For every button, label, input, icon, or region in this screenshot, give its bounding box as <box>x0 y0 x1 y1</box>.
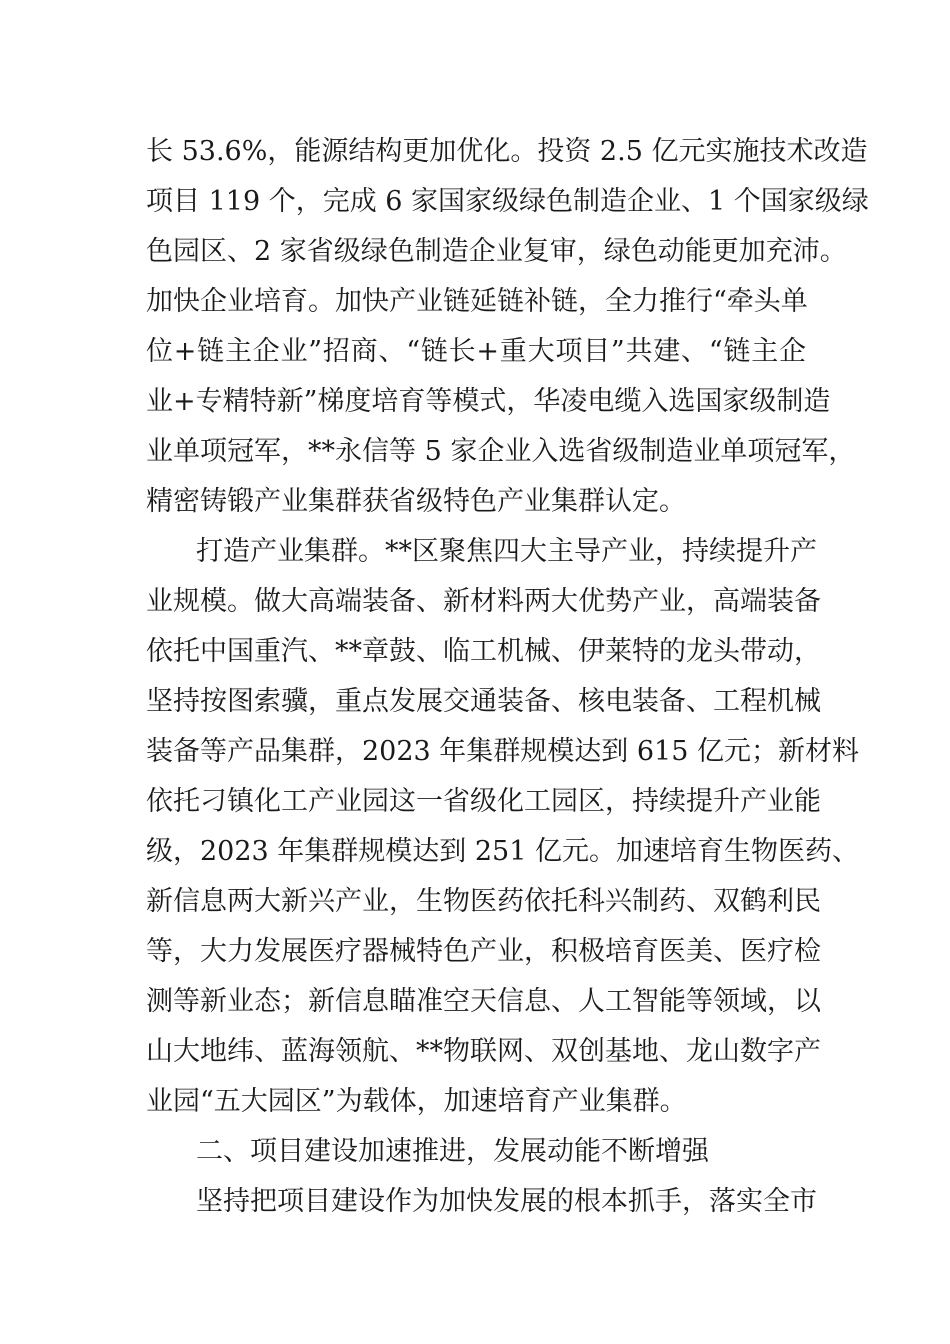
text-line: 业规模。做大高端装备、新材料两大优势产业，高端装备 <box>146 586 821 617</box>
text-line: 依托刁镇化工产业园这一省级化工园区，持续提升产业能 <box>146 786 821 817</box>
text-line: 项目 119 个，完成 6 家国家级绿色制造企业、1 个国家级绿 <box>146 186 869 217</box>
text-line: 长 53.6%，能源结构更加优化。投资 2.5 亿元实施技术改造 <box>146 136 868 167</box>
text-line: 业园“五大园区”为载体，加速培育产业集群。 <box>146 1086 687 1117</box>
text-line: 业+专精特新”梯度培育等模式，华凌电缆入选国家级制造 <box>146 386 831 417</box>
text-line: 加快企业培育。加快产业链延链补链，全力推行“牵头单 <box>146 286 808 317</box>
text-line: 等，大力发展医疗器械特色产业，积极培育医美、医疗检 <box>146 936 821 967</box>
text-line: 色园区、2 家省级绿色制造企业复审，绿色动能更加充沛。 <box>146 236 847 267</box>
text-line: 依托中国重汽、**章鼓、临工机械、伊莱特的龙头带动， <box>146 636 821 667</box>
section-heading: 二、项目建设加速推进，发展动能不断增强 <box>196 1136 709 1167</box>
text-line: 精密铸锻产业集群获省级特色产业集群认定。 <box>146 486 686 517</box>
text-line: 山大地纬、蓝海领航、**物联网、双创基地、龙山数字产 <box>146 1036 821 1067</box>
paragraph-first-line: 坚持把项目建设作为加快发展的根本抓手，落实全市 <box>196 1186 817 1217</box>
text-line: 坚持按图索骥，重点发展交通装备、核电装备、工程机械 <box>146 686 821 717</box>
text-line: 测等新业态；新信息瞄准空天信息、人工智能等领域，以 <box>146 986 821 1017</box>
text-line: 装备等产品集群，2023 年集群规模达到 615 亿元；新材料 <box>146 736 859 767</box>
paragraph-first-line: 打造产业集群。**区聚焦四大主导产业，持续提升产 <box>196 536 817 567</box>
text-line: 业单项冠军，**永信等 5 家企业入选省级制造业单项冠军， <box>146 436 856 467</box>
text-line: 新信息两大新兴产业，生物医药依托科兴制药、双鹤利民 <box>146 886 821 917</box>
text-line: 位+链主企业”招商、“链长+重大项目”共建、“链主企 <box>146 336 806 367</box>
text-line: 级，2023 年集群规模达到 251 亿元。加速培育生物医药、 <box>146 836 859 867</box>
